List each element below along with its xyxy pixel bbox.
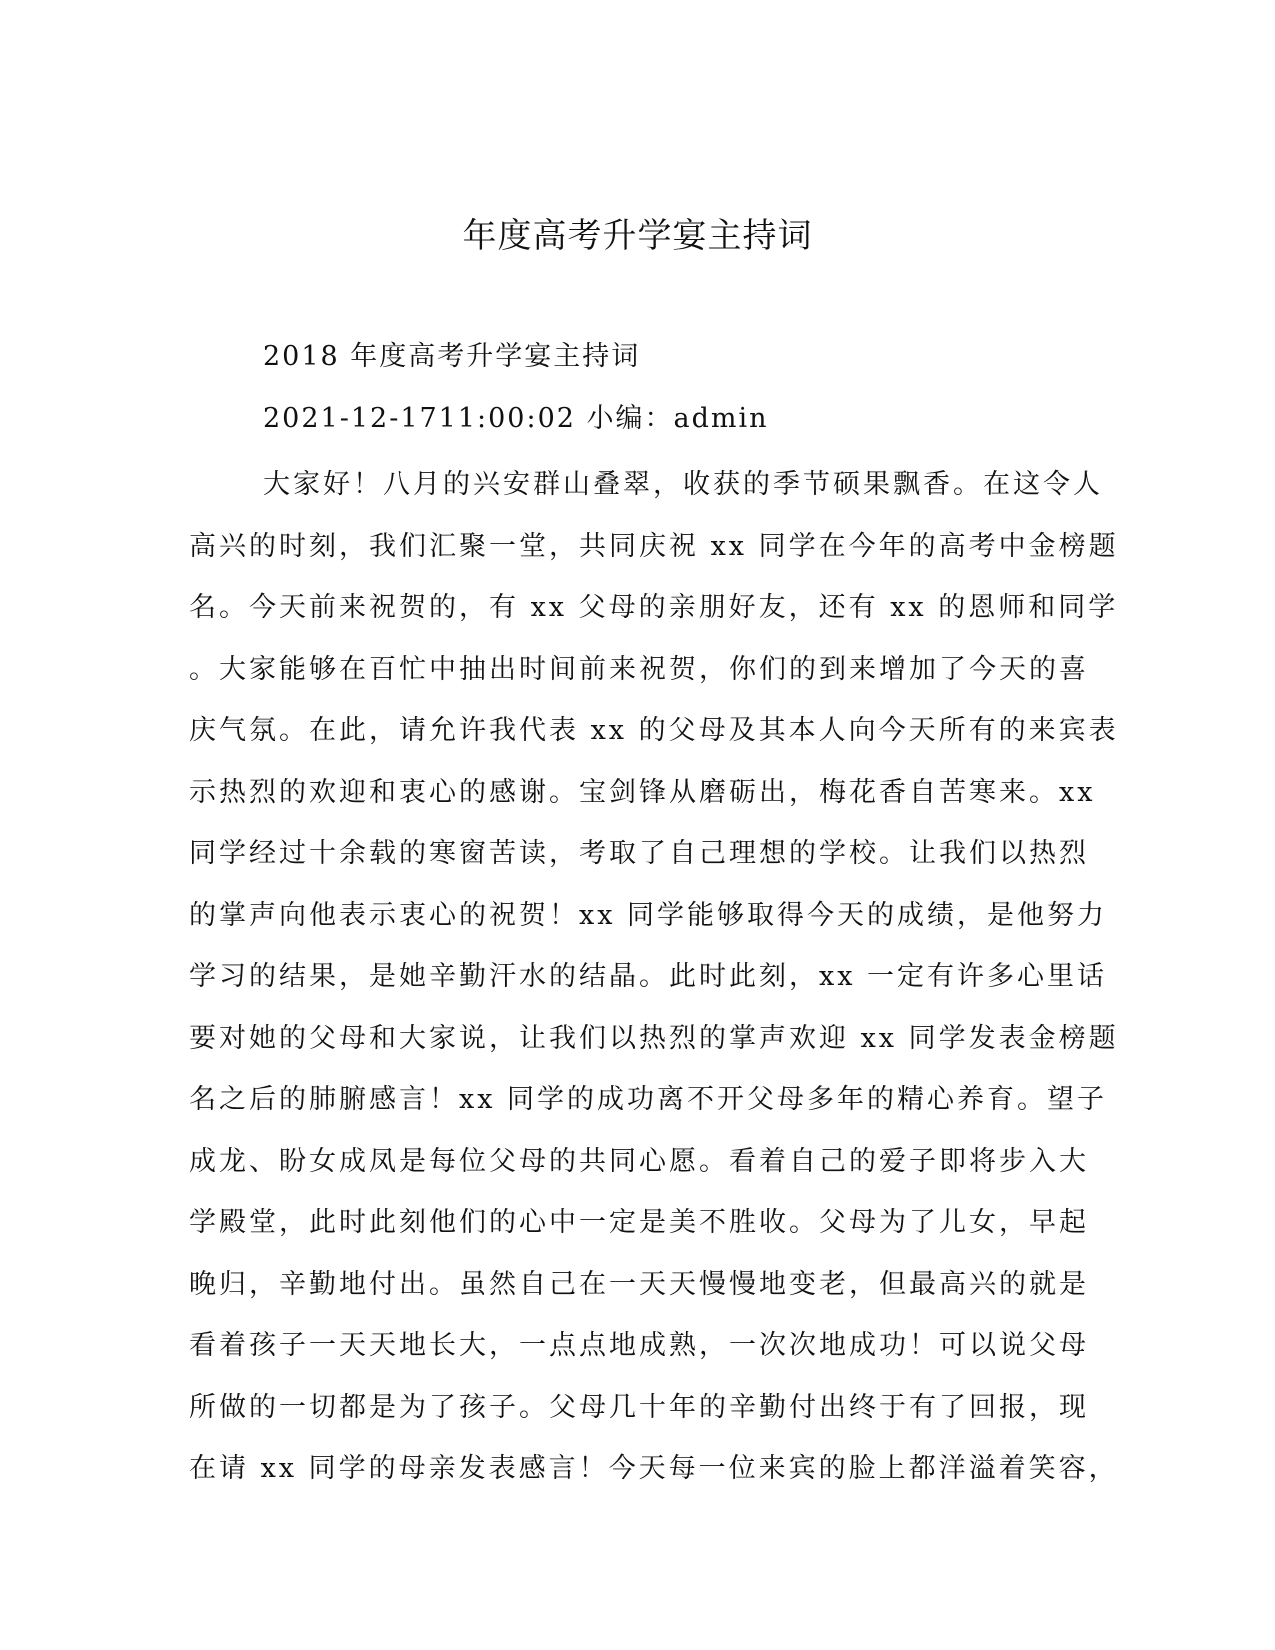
paragraph-line: 名之后的肺腑感言！xx 同学的成功离不开父母多年的精心养育。望子 — [189, 1084, 1108, 1115]
paragraph-line: 同学经过十余载的寒窗苦读，考取了自己理想的学校。让我们以热烈 — [189, 838, 1089, 869]
publish-meta: 2021-12-1711:00:02 小编：admin — [263, 403, 769, 434]
paragraph-line: 成龙、盼女成凤是每位父母的共同心愿。看着自己的爱子即将步入大 — [189, 1145, 1089, 1177]
paragraph-line: 的掌声向他表示衷心的祝贺！xx 同学能够取得今天的成绩，是他努力 — [189, 899, 1108, 931]
paragraph-line: 名。今天前来祝贺的，有 xx 父母的亲朋好友，还有 xx 的恩师和同学 — [189, 592, 1119, 623]
paragraph-line: 晚归，辛勤地付出。虽然自己在一天天慢慢地变老，但最高兴的就是 — [189, 1268, 1089, 1300]
paragraph-line: 示热烈的欢迎和衷心的感谢。宝剑锋从磨砺出，梅花香自苦寒来。xx — [189, 776, 1096, 808]
paragraph-line: 学殿堂，此时此刻他们的心中一定是美不胜收。父母为了儿女，早起 — [189, 1207, 1089, 1238]
paragraph-line: 学习的结果，是她辛勤汗水的结晶。此时此刻，xx 一定有许多心里话 — [189, 961, 1108, 992]
body-paragraph — [189, 454, 1119, 1500]
paragraph-line: 要对她的父母和大家说，让我们以热烈的掌声欢迎 xx 同学发表金榜题 — [189, 1022, 1119, 1054]
document-subtitle: 2018 年度高考升学宴主持词 — [263, 341, 641, 372]
paragraph-line: 高兴的时刻，我们汇聚一堂，共同庆祝 xx 同学在今年的高考中金榜题 — [189, 530, 1119, 562]
paragraph-line: 庆气氛。在此，请允许我代表 xx 的父母及其本人向今天所有的来宾表 — [189, 715, 1119, 746]
document-title: 年度高考升学宴主持词 — [462, 216, 813, 256]
paragraph-line: 在请 xx 同学的母亲发表感言！今天每一位来宾的脸上都洋溢着笑容， — [189, 1453, 1119, 1484]
paragraph-line: 看着孩子一天天地长大，一点点地成熟，一次次地成功！可以说父母 — [189, 1330, 1089, 1361]
paragraph-line: 大家好！八月的兴安群山叠翠，收获的季节硕果飘香。在这令人 — [263, 469, 1103, 500]
paragraph-line: 。大家能够在百忙中抽出时间前来祝贺，你们的到来增加了今天的喜 — [189, 653, 1089, 685]
paragraph-line: 所做的一切都是为了孩子。父母几十年的辛勤付出终于有了回报，现 — [189, 1391, 1089, 1423]
